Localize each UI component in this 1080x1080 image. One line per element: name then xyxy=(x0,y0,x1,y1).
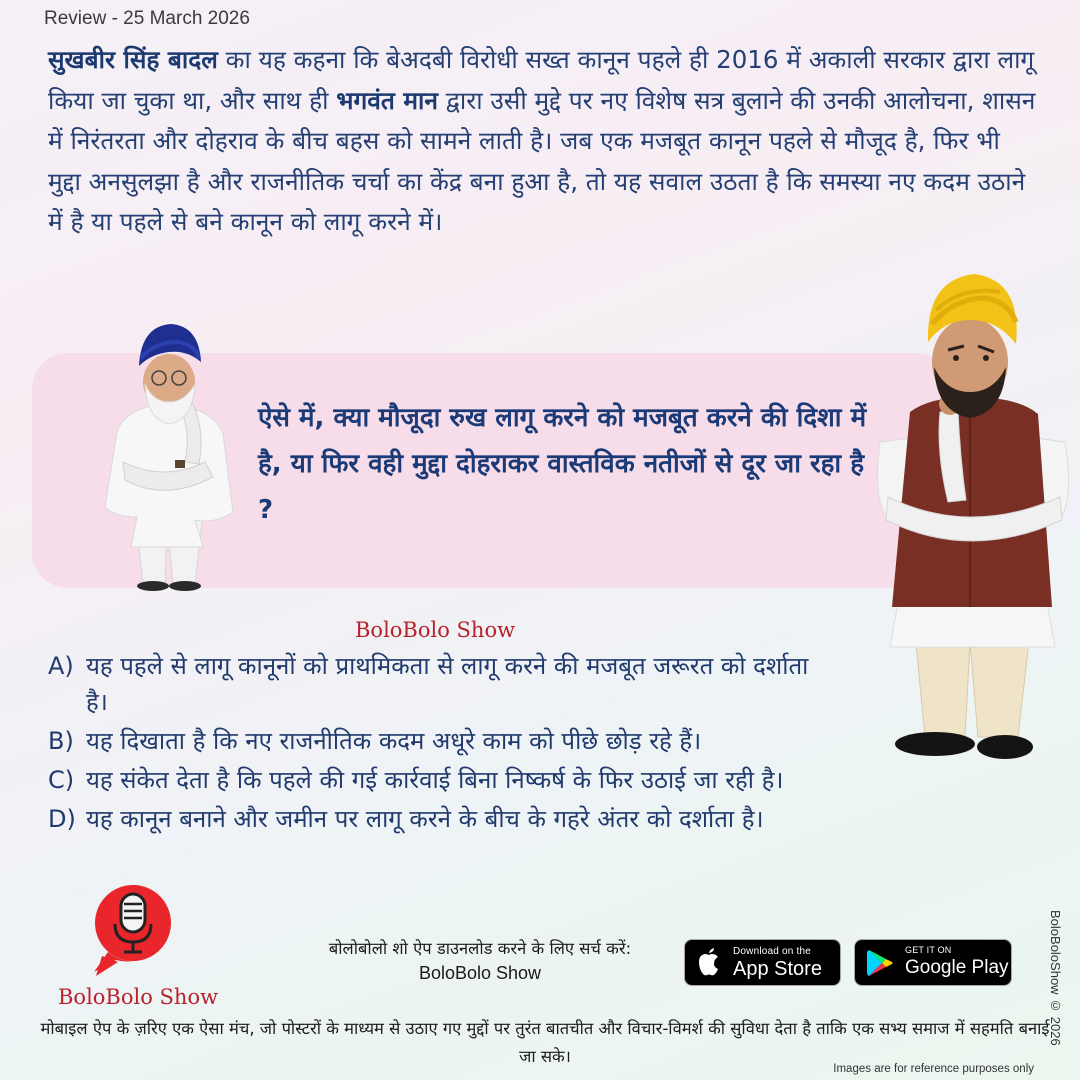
option-c-letter: C) xyxy=(48,766,75,794)
review-date: Review - 25 March 2026 xyxy=(44,8,250,29)
search-app-name: BoloBolo Show xyxy=(418,963,542,983)
intro-text-1: का यह कहना कि बेअदबी विरोधी सख्त कानून पहले ही 2016 में अकाली सरकार द्वारा लागू किया जा चुका था, और साथ ही xyxy=(48,45,1035,115)
option-b-letter: B) xyxy=(48,727,74,755)
name-bhagwant: भगवंत मान xyxy=(336,85,438,115)
intro-paragraph xyxy=(48,40,1038,243)
vertical-copyright: BoloBoloShow © 2026 xyxy=(1048,910,1063,1046)
option-a-letter: A) xyxy=(48,652,74,680)
apple-icon xyxy=(695,948,723,978)
option-d-text: यह कानून बनाने और जमीन पर लागू करने के बीच के गहरे अंतर को दर्शाता है। xyxy=(86,805,764,833)
app-store-button[interactable] xyxy=(684,939,841,986)
google-play-icon xyxy=(865,948,895,978)
option-d-letter: D) xyxy=(48,805,76,833)
option-d[interactable] xyxy=(48,801,978,837)
question-text: ऐसे में, क्या मौजूदा रुख लागू करने को मजबूत करने की दिशा में है, या फिर वही मुद्दा दोहराकर वास्तविक नतीजों से दूर जा रहा है ? xyxy=(258,403,867,525)
option-b[interactable] xyxy=(48,723,978,759)
option-c-text: यह संकेत देता है कि पहले की गई कार्रवाई बिना निष्कर्ष के फिर उठाई जा रही है। xyxy=(86,766,784,794)
google-play-label: Google Play xyxy=(905,957,1009,978)
option-a[interactable] xyxy=(48,648,978,720)
reference-note: Images are for reference purposes only xyxy=(833,1063,1034,1075)
option-b-text: यह दिखाता है कि नए राजनीतिक कदम अधूरे काम को पीछे छोड़ रहे हैं। xyxy=(86,727,702,755)
google-play-small-text: GET IT ON xyxy=(905,945,952,955)
intro-text-2: द्वारा उसी मुद्दे पर नए विशेष सत्र बुलाने की उनकी आलोचना, शासन में निरंतरता और दोहराव के बीच बहस को सामने लाती है। जब एक मजबूत कानून पहले से मौजूद है, फिर भी मुद्दा अनसुलझा है और राजनीतिक चर्चा का केंद्र बना हुआ है, तो यह सवाल उठता है कि समस्या नए कदम उठाने में है या पहले से बने कानून को लागू करने में। xyxy=(48,85,1036,236)
option-c[interactable] xyxy=(48,762,978,798)
app-store-label: App Store xyxy=(733,958,822,980)
footer-tagline: मोबाइल ऐप के ज़रिए एक ऐसा मंच, जो पोस्टरों के माध्यम से उठाए गए मुद्दों पर तुरंत बातचीत और विचार-विमर्श की सुविधा देता है ताकि एक सभ्य समाज में सहमति बनाई जा सके। xyxy=(40,1019,1050,1066)
app-store-small-text: Download on the xyxy=(733,946,812,957)
microphone-logo-icon xyxy=(88,880,178,980)
left-figure-illustration xyxy=(95,312,240,592)
options-list xyxy=(48,648,978,837)
name-sukhbir: सुखबीर सिंह बादल xyxy=(48,45,218,74)
option-a-text: यह पहले से लागू कानूनों को प्राथमिकता से लागू करने की मजबूत जरूरत को दर्शाता है। xyxy=(86,652,809,716)
brand-watermark: BoloBolo Show xyxy=(355,618,516,642)
search-instruction: बोलोबोलो शो ऐप डाउनलोड करने के लिए सर्च करें: xyxy=(328,939,632,958)
google-play-button[interactable] xyxy=(854,939,1012,986)
brand-logo-text: BoloBolo Show xyxy=(58,985,219,1009)
